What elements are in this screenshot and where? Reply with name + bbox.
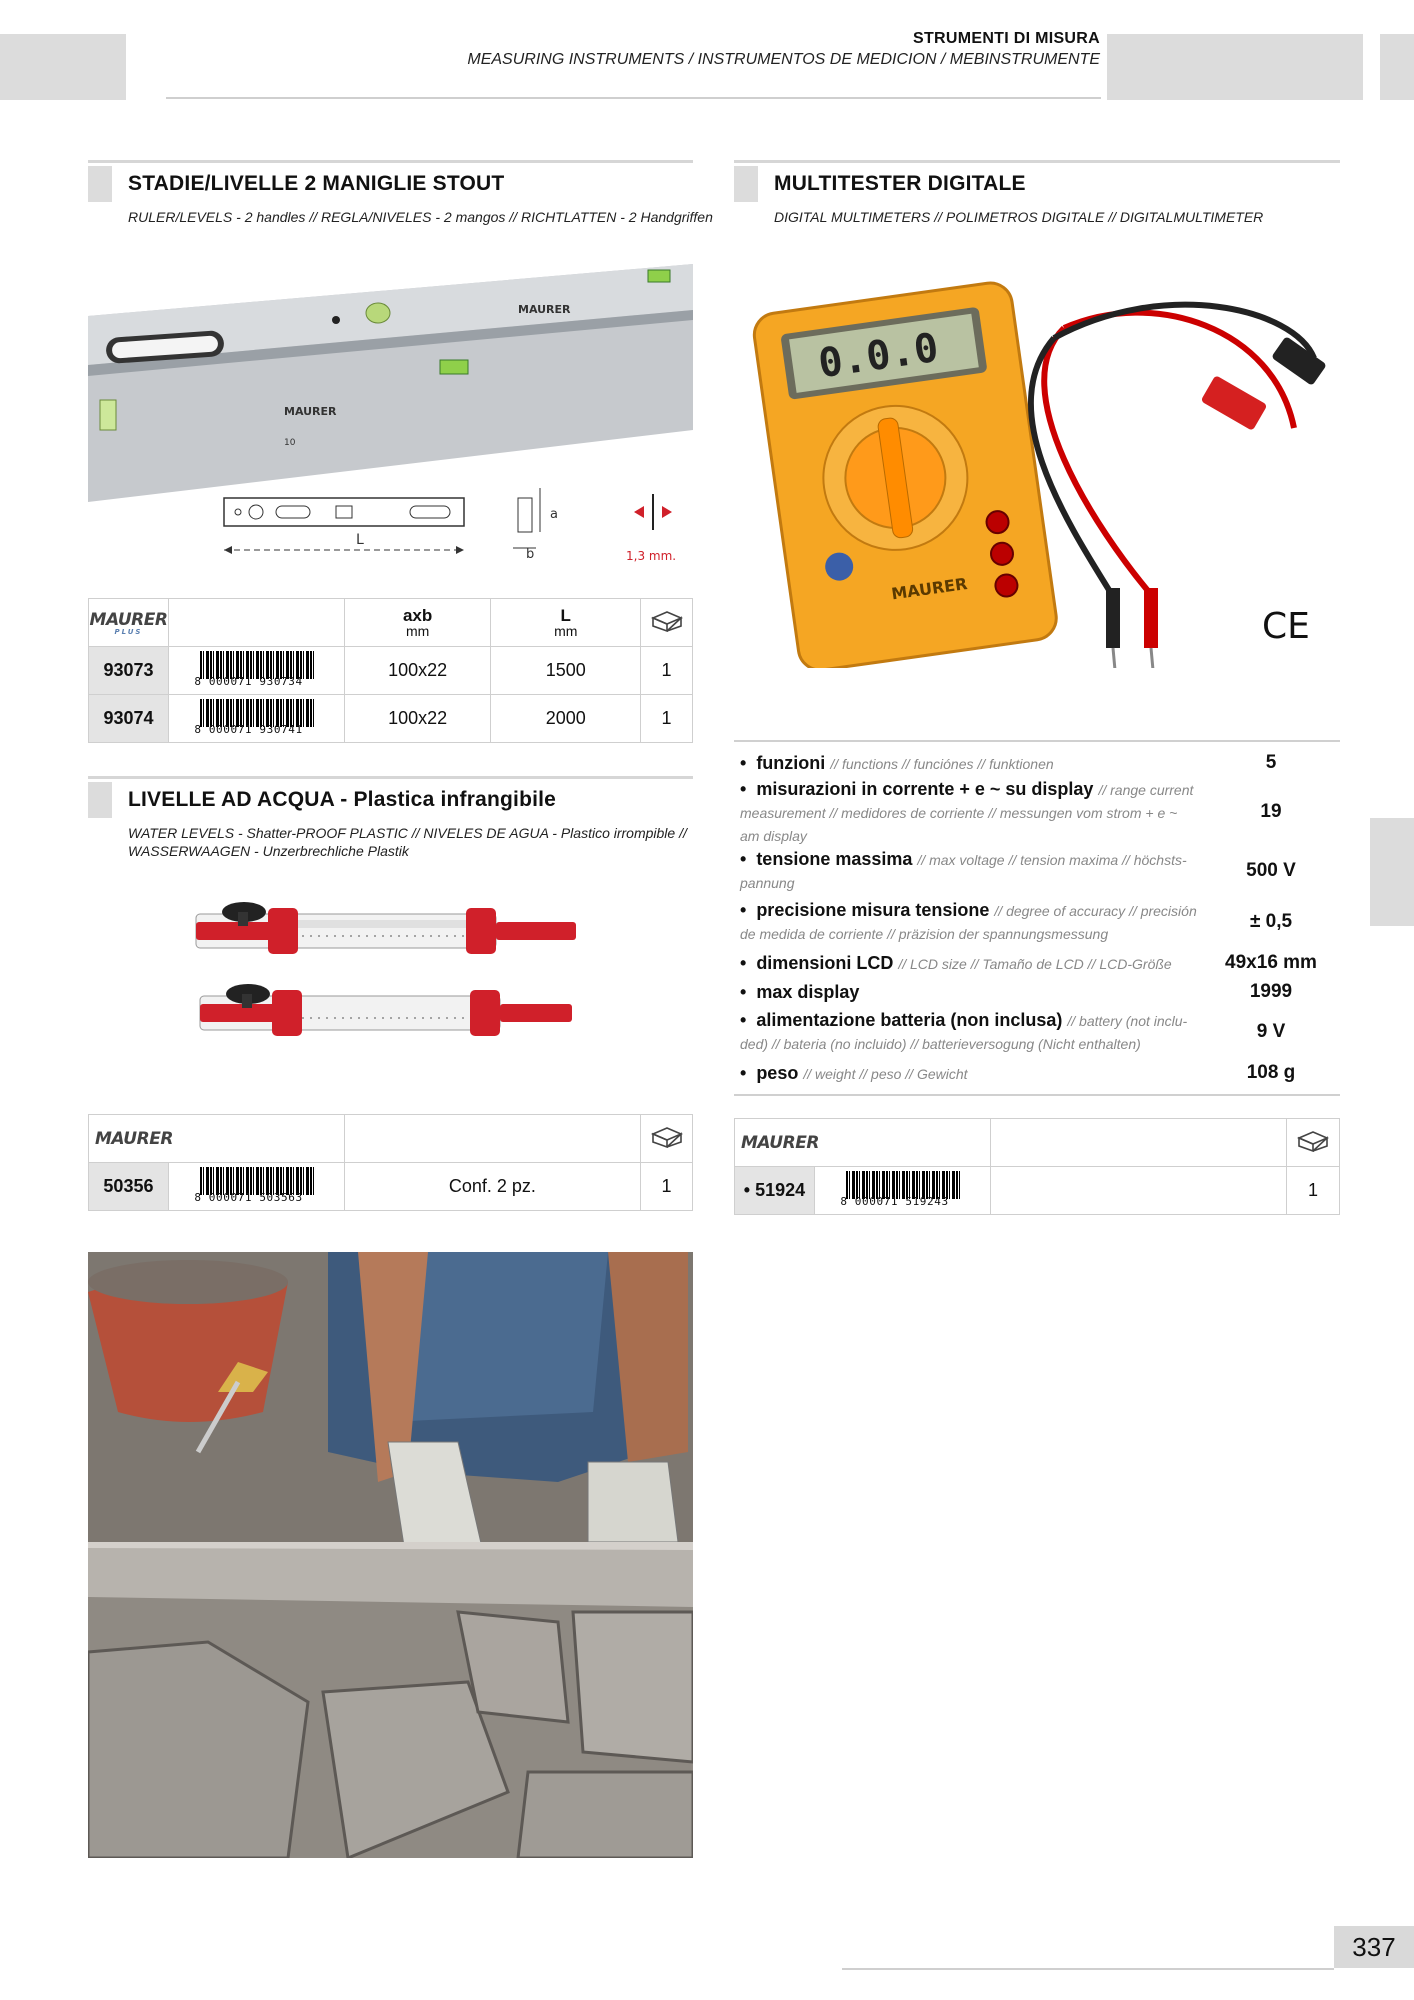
section-subtitle: DIGITAL MULTIMETERS // POLIMETROS DIGITALE // DIGITALMULTIMETER	[774, 209, 1264, 225]
section-marker	[88, 782, 112, 818]
brand-cell	[735, 1119, 991, 1167]
water-levels-table	[88, 1114, 693, 1211]
maurer-logo: MAURER PLUS	[89, 609, 168, 636]
svg-text:L: L	[356, 532, 364, 548]
barcode: 8 000071 503563	[168, 1163, 344, 1211]
section-rule	[734, 160, 1340, 163]
header-edge-bar	[1380, 34, 1414, 100]
header-title-block	[467, 30, 1100, 69]
page-number: 337	[1334, 1926, 1414, 1968]
table-row: 93073 8 000071 930734 100x22 1500 1	[89, 647, 693, 695]
section-rule	[88, 160, 693, 163]
spec-rule-bottom	[734, 1094, 1340, 1096]
brand-cell	[89, 1115, 345, 1163]
svg-text:MAURER: MAURER	[518, 303, 571, 316]
svg-text:10: 10	[284, 438, 296, 448]
svg-text:b: b	[526, 547, 535, 562]
brand-cell	[89, 599, 169, 647]
svg-text:MAURER: MAURER	[284, 405, 337, 418]
svg-text:CE: CE	[1262, 606, 1310, 647]
section-subtitle-2: WASSERWAAGEN - Unzerbrechliche Plastik	[128, 843, 409, 859]
header-rule	[166, 97, 1101, 99]
spec-rule-top	[734, 740, 1340, 742]
package-icon	[1287, 1119, 1340, 1167]
spec-item: • funzioni // functions // funciónes // funktionen 5	[740, 752, 1277, 773]
header-title: STRUMENTI DI MISURA	[912, 30, 1100, 47]
spec-item: • peso // weight // peso // Gewicht 108 g	[740, 1062, 1296, 1083]
side-tab	[1370, 818, 1414, 926]
barcode: 8 000071 519243	[814, 1167, 990, 1215]
svg-text:MAURER: MAURER	[890, 574, 969, 604]
multitester-image	[734, 268, 1340, 668]
section-title: STADIE/LIVELLE 2 MANIGLIE STOUT	[128, 172, 505, 195]
spec-list	[740, 748, 1342, 1088]
spec-item: • tensione massima // max voltage // tension maxima // höchsts-pannung 500 V	[740, 849, 1296, 891]
table-row: • 51924 8 000071 519243 1	[735, 1167, 1340, 1215]
levels-table	[88, 598, 693, 743]
multitester-table	[734, 1118, 1340, 1215]
table-row: 50356 8 000071 503563 Conf. 2 pz. 1	[89, 1163, 693, 1211]
header-subtitle: MEASURING INSTRUMENTS / INSTRUMENTOS DE MEDICION / MEBINSTRUMENTE	[467, 51, 1100, 68]
spec-item: • precisione misura tensione // degree of accuracy // precisión de medida de corriente // präzision der spannungsmessung ± 0,5	[740, 900, 1293, 942]
package-icon	[641, 599, 693, 647]
spec-item: • misurazioni in corrente + e ~ su display // range current measurement // medidores de corriente // messungen vom strom + e ~ am display 19	[740, 778, 1282, 844]
footer-rule	[842, 1968, 1334, 1970]
table-header-row	[735, 1119, 1340, 1167]
level-ruler-image	[88, 240, 693, 580]
svg-text:0.0.0: 0.0.0	[815, 324, 942, 388]
spec-item: • dimensioni LCD // LCD size // Tamaño de LCD // LCD-Größe 49x16 mm	[740, 952, 1317, 973]
spec-item: • alimentazione batteria (non inclusa) // battery (not inclu-ded) // bateria (no incluido) // batterieversogung (Nicht enthalten) 9 V	[740, 1010, 1286, 1052]
col-axb: axb	[402, 605, 433, 625]
svg-text:a: a	[550, 507, 558, 522]
barcode: 8 000071 930741	[168, 695, 344, 743]
barcode: 8 000071 930734	[168, 647, 344, 695]
section-subtitle-1: WATER LEVELS - Shatter-PROOF PLASTIC // NIVELES DE AGUA - Plastico irrompible //	[128, 825, 687, 841]
water-level-image	[88, 878, 693, 1090]
header-right-bar	[1107, 34, 1363, 100]
section-marker	[734, 166, 758, 202]
header-left-bar	[0, 34, 126, 100]
spec-item: • max display 1999	[740, 981, 1293, 1002]
construction-photo	[88, 1252, 693, 1858]
table-row: 93074 8 000071 930741 100x22 2000 1	[89, 695, 693, 743]
package-icon	[641, 1115, 693, 1163]
table-header-row: MAURER PLUS axb mm L mm	[89, 599, 693, 647]
col-length: L	[560, 605, 571, 625]
table-header-row	[89, 1115, 693, 1163]
section-title: LIVELLE AD ACQUA - Plastica infrangibile	[128, 788, 557, 811]
section-subtitle: RULER/LEVELS - 2 handles // REGLA/NIVELES - 2 mangos // RICHTLATTEN - 2 Handgriffen	[128, 209, 713, 225]
svg-text:1,3 mm.: 1,3 mm.	[626, 549, 677, 563]
maurer-logo: MAURER	[741, 1132, 819, 1153]
section-rule	[88, 776, 693, 779]
maurer-logo: MAURER	[95, 1128, 173, 1149]
section-marker	[88, 166, 112, 202]
section-title: MULTITESTER DIGITALE	[774, 172, 1026, 195]
